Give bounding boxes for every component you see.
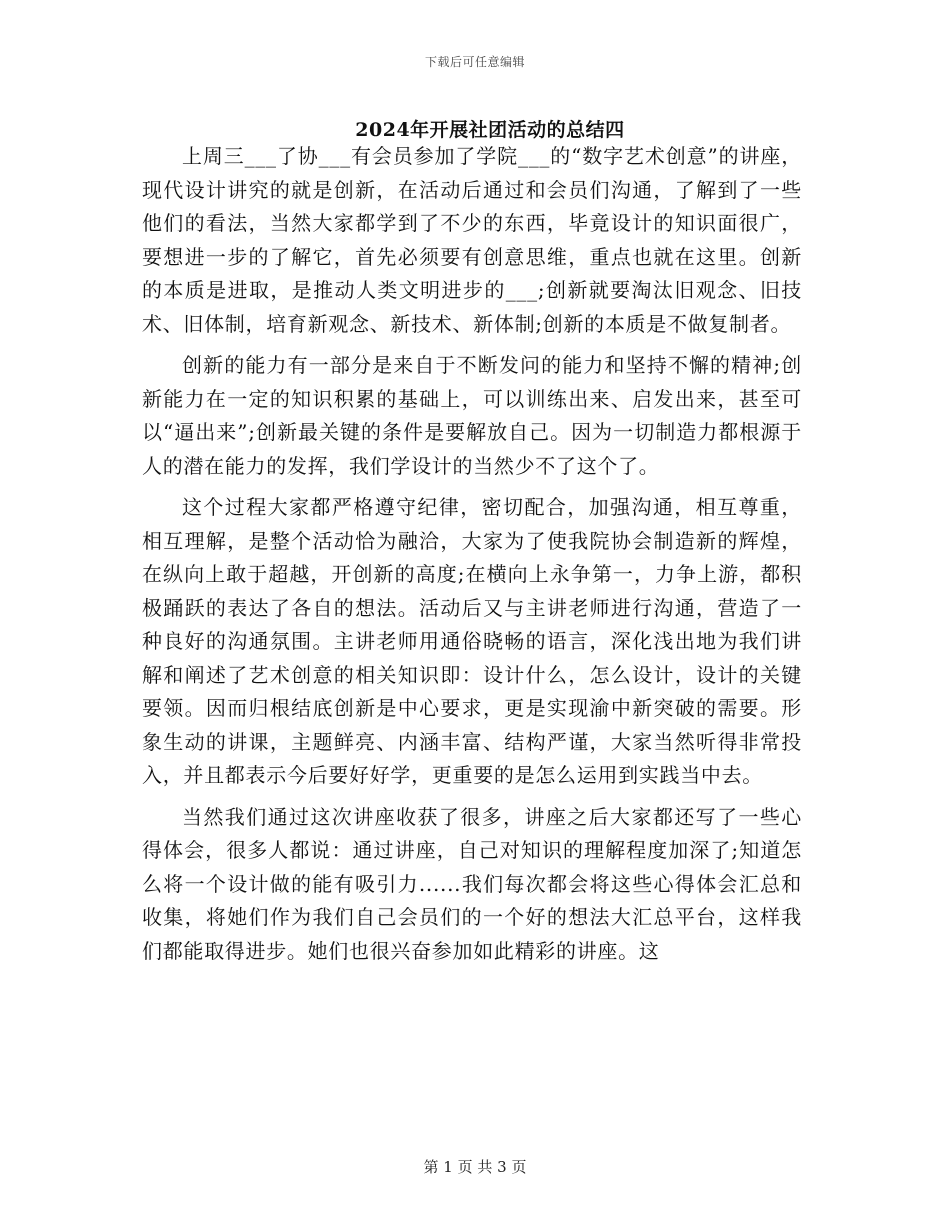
paragraph-4: 当然我们通过这次讲座收获了很多，讲座之后大家都还写了一些心得体会，很多人都说：通过讲座，自己对知识的理解程度加深了;知道怎么将一个设计做的能有吸引力......我们每次都会将这些心得体会汇总和收集，将她们作为我们自己会员们的一个好的想法大汇总平台，这样我们都能取得进步。她们也很兴奋参加如此精彩的讲座。这	[142, 804, 802, 963]
download-edit-note: 下载后可任意编辑	[424, 55, 525, 69]
paragraph-3: 这个过程大家都严格遵守纪律，密切配合，加强沟通，相互尊重，相互理解，是整个活动恰为融洽，大家为了使我院协会制造新的辉煌，在纵向上敢于超越，开创新的高度;在横向上永争第一，力争上游，都积极踊跃的表达了各自的想法。活动后又与主讲老师进行沟通，营造了一种良好的沟通氛围。主讲老师用通俗晓畅的语言，深化浅出地为我们讲解和阐述了艺术创意的相关知识即：设计什么，怎么设计，设计的关键要领。因而归根结底创新是中心要求，更是实现渝中新突破的需要。形象生动的讲课，主题鲜亮、内涵丰富、结构严谨，大家当然听得非常投入，并且都表示今后要好好学，更重要的是怎么运用到实践当中去。	[142, 495, 802, 787]
document-title: 2024年开展社团活动的总结四	[355, 119, 625, 141]
page-number: 第 1 页 共 3 页	[423, 1158, 527, 1176]
paragraph-1: 上周三___了协___有会员参加了学院___的“数字艺术创意”的讲座，现代设计讲究的就是创新，在活动后通过和会员们沟通，了解到了一些他们的看法，当然大家都学到了不少的东西，毕竟设计的知识面很广，要想进一步的了解它，首先必须要有创意思维，重点也就在这里。创新的本质是进取，是推动人类文明进步的___;创新就要淘汰旧观念、旧技术、旧体制，培育新观念、新技术、新体制;创新的本质是不做复制者。	[142, 144, 802, 336]
document-body	[142, 140, 802, 976]
paragraph-2: 创新的能力有一部分是来自于不断发问的能力和坚持不懈的精神;创新能力在一定的知识积累的基础上，可以训练出来、启发出来，甚至可以“逼出来”;创新最关键的条件是要解放自己。因为一切制造力都根源于人的潜在能力的发挥，我们学设计的当然少不了这个了。	[142, 353, 802, 478]
